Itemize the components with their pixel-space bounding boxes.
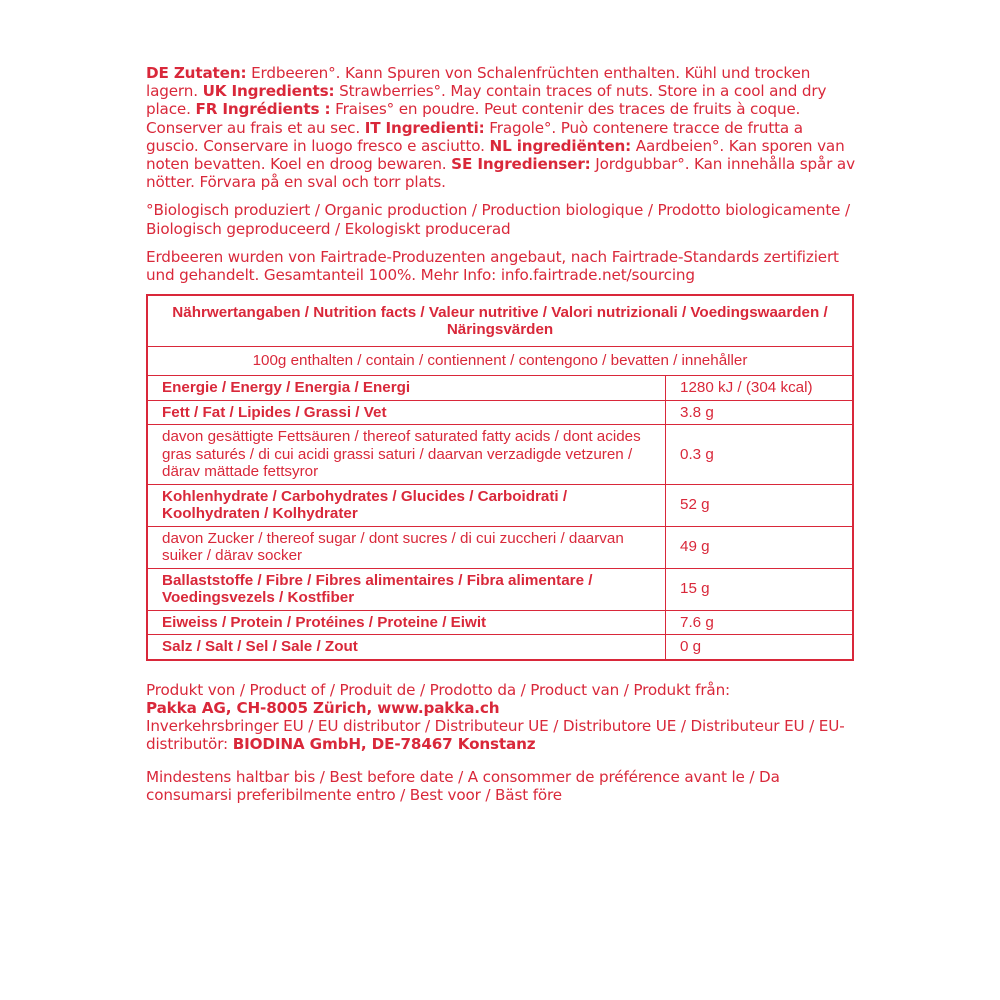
nutrient-value: 52 g bbox=[666, 484, 854, 526]
nutrient-label: Salz / Salt / Sel / Sale / Zout bbox=[147, 635, 666, 660]
nutrient-value: 1280 kJ / (304 kcal) bbox=[666, 376, 854, 401]
nutrient-value: 49 g bbox=[666, 526, 854, 568]
ingredients-it-label: IT Ingredienti: bbox=[364, 118, 485, 137]
table-row bbox=[147, 635, 853, 660]
best-before-note: Mindestens haltbar bis / Best before date / A consommer de préférence avant le / Da consumarsi preferibilmente entro / Best voor / Bäst före bbox=[146, 767, 780, 804]
producer-name: Pakka AG, CH-8005 Zürich, www.pakka.ch bbox=[146, 698, 500, 717]
distributor-text: Inverkehrsbringer EU / EU distributor / Distributeur UE / Distributore UE / Distributeur EU / EU-distributör: bbox=[146, 717, 845, 754]
nutrition-header-row bbox=[147, 295, 853, 347]
table-row bbox=[147, 376, 853, 401]
fairtrade-note: Erdbeeren wurden von Fairtrade-Produzenten angebaut, nach Fairtrade-Standards zertifiziert und gehandelt. Gesamtanteil 100%. Mehr Info: info.fairtrade.net/sourcing bbox=[146, 247, 839, 285]
ingredients-fr-label: FR Ingrédients : bbox=[195, 100, 331, 119]
table-row bbox=[147, 400, 853, 425]
nutrient-value: 15 g bbox=[666, 568, 854, 610]
nutrient-label: Eiweiss / Protein / Protéines / Proteine / Eiwit bbox=[147, 610, 666, 635]
nutrient-label: Fett / Fat / Lipides / Grassi / Vet bbox=[147, 400, 666, 425]
nutrition-subheader-row bbox=[147, 347, 853, 376]
product-label bbox=[146, 64, 858, 818]
table-row bbox=[147, 568, 853, 610]
ingredients-de-text: Erdbeeren°. Kann Spuren von Schalenfrüchten enthalten. Kühl und trocken lagern. bbox=[146, 64, 811, 101]
ingredients-it-text: Fragole°. Può contenere tracce de frutta a guscio. Conservare in luogo fresco e asciutto. bbox=[146, 118, 803, 155]
ingredients-nl-label: NL ingrediënten: bbox=[489, 136, 632, 155]
nutrient-label: Kohlenhydrate / Carbohydrates / Glucides / Carboidrati / Koolhydraten / Kolhydrater bbox=[147, 484, 666, 526]
producer-info bbox=[146, 681, 858, 754]
nutrient-value: 7.6 g bbox=[666, 610, 854, 635]
table-row bbox=[147, 425, 853, 485]
nutrient-value: 3.8 g bbox=[666, 400, 854, 425]
table-row bbox=[147, 610, 853, 635]
nutrient-label: davon Zucker / thereof sugar / dont sucres / di cui zuccheri / daarvan suiker / därav socker bbox=[147, 526, 666, 568]
ingredients-se-label: SE Ingredienser: bbox=[451, 155, 591, 174]
organic-note: °Biologisch produziert / Organic production / Production biologique / Prodotto biologicamente / Biologisch geproduceerd / Ekologiskt producerad bbox=[146, 201, 850, 238]
ingredients-nl-text: Aardbeien°. Kan sporen van noten bevatten. Koel en droog bewaren. bbox=[146, 136, 845, 174]
nutrition-title: Nährwertangaben / Nutrition facts / Valeur nutritive / Valori nutrizionali / Voedingswaarden / Näringsvärden bbox=[147, 295, 853, 347]
table-row bbox=[147, 484, 853, 526]
nutrient-value: 0 g bbox=[666, 635, 854, 660]
nutrition-subtitle: 100g enthalten / contain / contiennent / contengono / bevatten / innehåller bbox=[147, 347, 853, 376]
nutrient-label: Ballaststoffe / Fibre / Fibres alimentaires / Fibra alimentare / Voedingsvezels / Kostfiber bbox=[147, 568, 666, 610]
ingredients-de-label: DE Zutaten: bbox=[146, 64, 247, 82]
ingredients-uk-text: Strawberries°. May contain traces of nuts. Store in a cool and dry place. bbox=[146, 82, 827, 119]
ingredients-fr-text: Fraises° en poudre. Peut contenir des traces de fruits à coque. Conserver au frais et au sec. bbox=[146, 100, 801, 137]
ingredients-uk-label: UK Ingredients: bbox=[202, 82, 335, 101]
producer-text: Produkt von / Product of / Produit de / Prodotto da / Product van / Produkt från: bbox=[146, 680, 731, 699]
ingredients-se-text: Jordgubbar°. Kan innehålla spår av nötter. Förvara på en sval och torr plats. bbox=[146, 155, 855, 192]
table-row bbox=[147, 526, 853, 568]
nutrient-label: Energie / Energy / Energia / Energi bbox=[147, 376, 666, 401]
nutrient-value: 0.3 g bbox=[666, 425, 854, 485]
nutrient-label: davon gesättigte Fettsäuren / thereof saturated fatty acids / dont acides gras saturés / di cui acidi grassi saturi / daarvan verzadigde vetzuren / därav mättade fettsyror bbox=[147, 425, 666, 485]
distributor-name: BIODINA GmbH, DE-78467 Konstanz bbox=[232, 735, 536, 754]
nutrition-table bbox=[146, 294, 854, 661]
ingredients-paragraph bbox=[146, 64, 858, 191]
